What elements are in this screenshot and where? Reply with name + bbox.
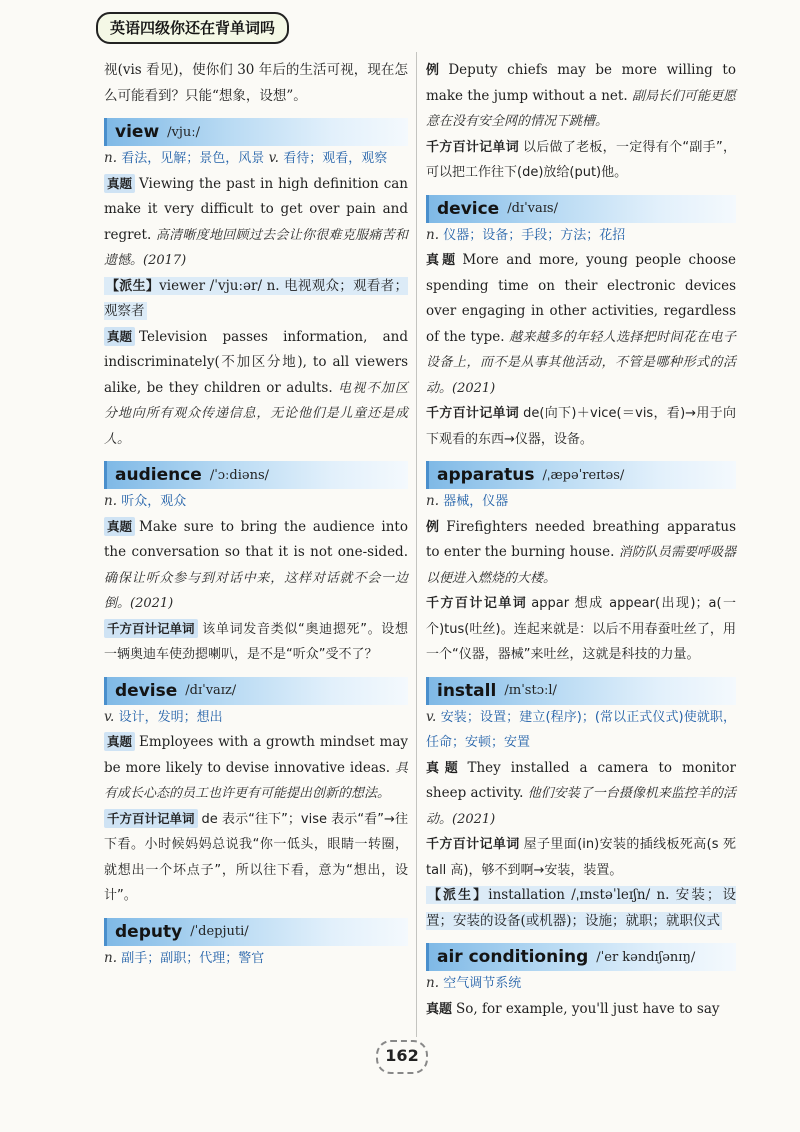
exam-example xyxy=(104,325,408,453)
exam-tag: 真题 xyxy=(426,760,464,776)
headword-air-conditioning xyxy=(426,943,736,971)
derivative xyxy=(426,883,736,934)
headword-audience xyxy=(104,461,408,489)
definition: 安装；设置；建立(程序)；(常以正式仪式)使就职，任命；安顿；安置 xyxy=(426,709,736,750)
exam-example xyxy=(104,172,408,274)
page-number: 162 xyxy=(376,1040,428,1074)
headword-text: install xyxy=(437,680,497,701)
definition-line xyxy=(426,705,736,756)
memory-tag: 千方百计记单词 xyxy=(104,619,198,638)
headword-text: apparatus xyxy=(437,465,535,485)
example xyxy=(426,58,736,135)
headword-install xyxy=(426,677,736,705)
exam-tag: 真题 xyxy=(104,327,135,346)
right-column xyxy=(426,58,736,1052)
example-english: More and more, young people choose spending time on their electronic devices over engaging in other activities, regardless of the type. xyxy=(426,252,736,345)
example-chinese: 副局长们可能更愿意在没有安全网的情况下跳槽。 xyxy=(426,88,736,129)
headword-text: audience xyxy=(115,465,202,485)
phonetic: /dɪˈvaɪs/ xyxy=(507,201,558,216)
memory-text: de 表示“往下”；vise 表示“看”→往下看。小时候妈妈总说我“你一低头，眼睛一转圈，就想出一个坏点子”，所以往下看，意为“想出，设计”。 xyxy=(104,811,408,903)
part-of-speech: v. xyxy=(426,708,437,725)
definition-line xyxy=(426,489,736,515)
derivative-tag: 【派生】 xyxy=(106,278,160,294)
exam-tag: 真题 xyxy=(426,1001,453,1017)
definition-line xyxy=(104,146,408,172)
exam-example xyxy=(426,997,736,1023)
memory-tag: 千方百计记单词 xyxy=(104,809,198,828)
memory-tag: 千方百计记单词 xyxy=(426,406,520,421)
example-english: So, for example, you'll just have to say xyxy=(456,1000,720,1017)
exam-example xyxy=(104,730,408,807)
phonetic: /ˈer kəndɪʃənɪŋ/ xyxy=(596,949,696,965)
definition-line xyxy=(426,971,736,997)
memory-text: de(向下)＋vice(＝vis，看)→用于向下观看的东西→仪器，设备。 xyxy=(426,406,736,447)
example-english: Make sure to bring the audience into the conversation so that it is not one-sided. xyxy=(104,518,408,560)
example xyxy=(426,515,736,592)
memory-tag: 千方百计记单词 xyxy=(426,596,528,611)
definition-line xyxy=(104,946,408,972)
headword-view xyxy=(104,118,408,146)
derivative xyxy=(104,274,408,325)
part-of-speech: n. xyxy=(426,975,439,991)
part-of-speech: n. xyxy=(104,493,117,509)
exam-example xyxy=(104,515,408,617)
phonetic: /ˈdepjuti/ xyxy=(190,924,249,939)
memory-tip xyxy=(426,135,736,186)
headword-text: view xyxy=(115,122,160,142)
headword-text: air conditioning xyxy=(437,947,589,967)
phonetic: /vjuː/ xyxy=(167,124,201,140)
derivative-text: viewer /ˈvjuːər/ n. 电视观众；观看者；观察者 xyxy=(104,277,408,319)
exam-tag: 真题 xyxy=(426,253,459,268)
example-tag: 例 xyxy=(426,519,443,535)
example-chinese: 他们安装了一台摄像机来监控羊的活动。(2021) xyxy=(426,786,736,827)
headword-deputy xyxy=(104,918,408,946)
example-chinese: 具有成长心态的员工也许更有可能提出创新的想法。 xyxy=(104,760,408,801)
definition: 仪器；设备；手段；方法；花招 xyxy=(443,227,626,243)
example-chinese: 消防队员需要呼吸器以便进入燃烧的大楼。 xyxy=(426,545,736,586)
example-chinese: 电视不加区分地向所有观众传递信息，无论他们是儿童还是成人。 xyxy=(104,380,408,447)
exam-tag: 真题 xyxy=(104,517,135,536)
left-column xyxy=(104,58,408,1052)
column-divider xyxy=(416,52,417,1037)
derivative-tag: 【派生】 xyxy=(428,888,489,903)
definition-line xyxy=(426,223,736,249)
memory-text: 屋子里面(in)安装的插线板死高(s 死 tall 高)，够不到啊→安装，装置。 xyxy=(426,837,736,878)
memory-tip xyxy=(426,591,736,668)
definition: 听众，观众 xyxy=(121,494,187,509)
continued-text: 视(vis 看见)，使你们 30 年后的生活可视，现在怎么可能看到？只能“想象，设想”。 xyxy=(104,62,408,104)
example-english: Viewing the past in high definition can make it very difficult to get over pain and regret. xyxy=(104,175,408,243)
example-english: Firefighters needed breathing apparatus to enter the burning house. xyxy=(426,518,736,560)
definition: 空气调节系统 xyxy=(443,976,522,991)
example-english: Deputy chiefs may be more willing to make the jump without a net. xyxy=(426,62,736,104)
phonetic: /ɪnˈstɔːl/ xyxy=(504,683,557,698)
definition: 看待；观看，观察 xyxy=(283,151,388,166)
part-of-speech: n. xyxy=(426,226,439,243)
phonetic: /dɪˈvaɪz/ xyxy=(185,683,237,698)
definition: 设计，发明；想出 xyxy=(118,709,223,725)
example-chinese: 高清晰度地回顾过去会让你很难克服痛苦和遗憾。(2017) xyxy=(104,227,408,268)
headword-text: devise xyxy=(115,680,178,701)
phonetic: /ˌæpəˈreɪtəs/ xyxy=(542,467,625,483)
derivative-text: installation /ˌɪnstəˈleɪʃn/ n. 安装；设置；安装的设备(或机器)；设施；就职；就职仪式 xyxy=(426,887,736,929)
definition: 看法，见解；景色，风景 xyxy=(121,151,265,166)
memory-tip xyxy=(104,617,408,668)
memory-tip xyxy=(426,832,736,883)
memory-tip xyxy=(426,401,736,452)
headword-apparatus xyxy=(426,461,736,489)
definition-line xyxy=(104,489,408,515)
part-of-speech: n. xyxy=(104,949,117,966)
exam-example xyxy=(426,756,736,833)
part-of-speech: v. xyxy=(268,150,279,166)
exam-example xyxy=(426,248,736,401)
phonetic: /ˈɔːdiəns/ xyxy=(209,467,270,483)
headword-device xyxy=(426,195,736,223)
memory-tag: 千方百计记单词 xyxy=(426,139,519,155)
headword-text: deputy xyxy=(115,921,183,942)
definition-line xyxy=(104,705,408,731)
example-chinese: 越来越多的年轻人选择把时间花在电子设备上，而不是从事其他活动，不管是哪种形式的活动。(2021) xyxy=(426,329,736,396)
part-of-speech: v. xyxy=(104,708,115,725)
headword-devise xyxy=(104,677,408,705)
memory-tip xyxy=(104,807,408,909)
exam-tag: 真题 xyxy=(104,174,135,193)
exam-tag: 真题 xyxy=(104,732,135,751)
example-english: Employees with a growth mindset may be more likely to devise innovative ideas. xyxy=(104,734,408,776)
example-english: They installed a camera to monitor sheep activity. xyxy=(426,759,736,801)
definition: 副手；副职；代理；警官 xyxy=(121,950,265,966)
example-tag: 例 xyxy=(426,63,445,78)
memory-text: 该单词发音类似“奥迪摁死”。设想一辆奥迪车使劲摁喇叭，是不是“听众”受不了？ xyxy=(104,621,408,662)
example-chinese: 确保让听众参与到对话中来，这样对话就不会一边倒。(2021) xyxy=(104,570,408,611)
memory-text: 以后做了老板，一定得有个“副手”，可以把工作往下(de)放给(put)他。 xyxy=(426,139,736,180)
part-of-speech: n. xyxy=(104,150,117,166)
example-english: Television passes information, and indiscriminately(不加区分地), to all viewers alike, be they children or adults. xyxy=(104,328,408,396)
book-title-header: 英语四级你还在背单词吗 xyxy=(96,12,289,44)
headword-text: device xyxy=(437,198,500,219)
definition: 器械，仪器 xyxy=(443,494,509,509)
part-of-speech: n. xyxy=(426,493,439,509)
memory-tag: 千方百计记单词 xyxy=(426,837,520,852)
memory-text: appar 想成 appear(出现)；a(一个)tus(吐丝)。连起来就是：以后不用春蚕吐丝了，用一个“仪器，器械”来吐丝，这就是科技的力量。 xyxy=(426,596,736,662)
